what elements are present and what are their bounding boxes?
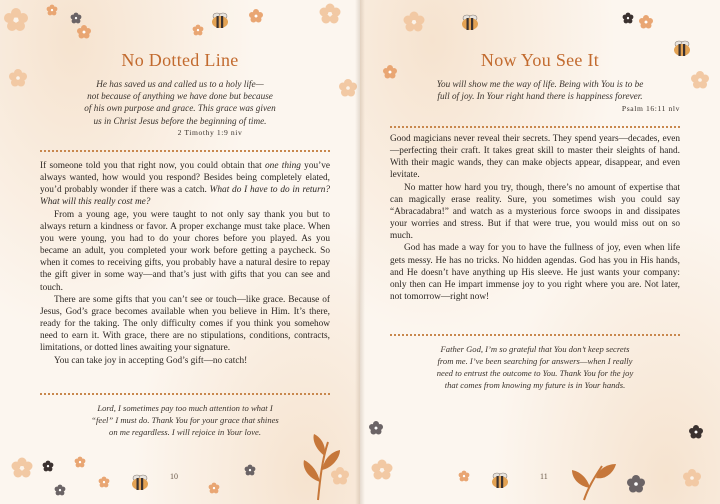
leaf-sprig-icon [304, 434, 340, 500]
emphasis-text: What do I have to do in return? What will this really cost me? [40, 185, 330, 208]
prayer-line: on me regardless. I will rejoice in Your love. [109, 427, 261, 437]
devotional-body [390, 133, 680, 303]
flower-icon [383, 65, 397, 79]
verse-line: You will show me the way of life. Being with You is to be [436, 79, 644, 89]
flower-icon [249, 9, 263, 23]
dotted-divider [390, 126, 680, 128]
body-paragraph [40, 160, 330, 209]
body-paragraph: Good magicians never reveal their secrets. They spend years—decades, even—perfecting their craft. It takes great skill to master their sleights of hand. With their magic wands, they can make objects appear, disappear, and even levitate. [390, 134, 680, 181]
leaf-sprig-icon [572, 464, 616, 500]
flower-icon [75, 457, 86, 468]
bee-icon [462, 15, 478, 30]
flower-icon [320, 4, 341, 24]
flower-icon [193, 25, 204, 36]
flower-icon [47, 5, 58, 16]
flower-icon [627, 475, 645, 493]
body-text: If someone told you that right now, you could obtain that [40, 161, 266, 171]
bee-icon [492, 473, 508, 488]
flower-icon [55, 485, 66, 496]
verse-line: not because of anything we have done but because [87, 91, 273, 102]
verse-reference: Psalm 16:11 nlv [621, 104, 680, 113]
flower-icon [9, 69, 27, 87]
scripture-verse [380, 78, 700, 102]
flower-icon [209, 483, 220, 494]
dotted-divider [40, 393, 330, 395]
flower-icon [683, 469, 701, 487]
verse-line: us in Christ Jesus before the beginning of time. [93, 115, 267, 126]
verse-reference: 2 Timothy 1:9 niv [177, 128, 243, 137]
page-number: 11 [540, 472, 548, 481]
right-page [360, 0, 720, 504]
page-number: 10 [170, 472, 178, 481]
prayer-line: Father God, I’m so grateful that You don’t keep secrets [440, 344, 630, 354]
body-paragraph: There are some gifts that you can’t see or touch—like grace. Because of Jesus, God’s grace becomes available when you believe in Him. It’s there, ready for the taking. The only difficulty comes if you think you somehow need to earn it. With grace, there are no stipulations, conditions, contracts, limitations, or dotted lines awaiting your signature. [40, 294, 330, 354]
book-gutter [355, 0, 365, 504]
body-text: you’ve always wanted, how would you respond? Besides being completely elated, you’d probably wonder if there was a catch. [40, 161, 330, 196]
flower-icon [623, 13, 634, 24]
flower-icon [639, 15, 653, 29]
body-paragraph: No matter how hard you try, though, there’s no amount of expertise that can magically erase reality. Sure, you sometimes wish you could say “Abracadabra!” and watch as a mysterious force swoops in and dissipates your worries and stress. But if that were true, you would miss out on so much. [390, 182, 680, 242]
verse-line: He has saved us and called us to a holy life— [96, 79, 264, 89]
verse-line: of his own purpose and grace. This grace was given [84, 103, 276, 114]
flower-icon [331, 467, 349, 485]
flower-icon [372, 460, 393, 480]
flower-icon [99, 477, 110, 488]
flower-icon [43, 461, 54, 472]
bee-icon [674, 41, 690, 56]
prayer-line: Lord, I sometimes pay too much attention to what I [97, 403, 273, 413]
page-title: Now You See It [480, 50, 600, 70]
dotted-divider [40, 150, 330, 152]
prayer-line: from me. I’ve been searching for answers—when I really [437, 356, 633, 366]
bee-icon [132, 475, 148, 490]
dotted-divider [390, 334, 680, 336]
prayer-line: need to entrust the outcome to You. Thank You for the joy [436, 368, 634, 378]
prayer [390, 343, 680, 391]
flower-icon [4, 8, 28, 31]
bee-icon [212, 13, 228, 28]
devotional-body [40, 160, 330, 367]
body-paragraph: From a young age, you were taught to not only say thank you but to always return a kindness or favor. A proper exchange must take place. When you were young, you had to do your chores before you played. As you became an adult, you completed your work before getting a paycheck. So when it comes to receiving gifts, you probably have a natural desire to repay the gift giver in some way—and that’s just with gifts that you can see and touch. [40, 209, 330, 293]
body-paragraph: You can take joy in accepting God’s gift—no catch! [54, 355, 248, 366]
body-paragraph: God has made a way for you to have the fullness of joy, even when life gets messy. He has no tricks. No hidden agendas. God has you in His hands, and He doesn’t have anything up His sleeve. He just wants your company: only then can He impart immense joy to you right where you are. Not later, not tomorrow—right now! [390, 243, 680, 303]
flower-icon [404, 12, 425, 32]
emphasis-text: one thing [265, 161, 301, 171]
flower-icon [245, 465, 256, 476]
prayer [40, 402, 330, 438]
prayer-line: that comes from knowing my future is in Your hands. [444, 380, 626, 390]
flower-icon [12, 458, 33, 478]
flower-icon [689, 425, 703, 439]
flower-icon [71, 13, 82, 24]
flower-icon [459, 471, 470, 482]
prayer-line: “feel” I must do. Thank You for your grace that shines [91, 415, 279, 425]
flower-icon [77, 25, 91, 39]
page-title: No Dotted Line [121, 50, 239, 70]
scripture-verse [30, 78, 330, 127]
verse-line: full of joy. In Your right hand there is happiness forever. [437, 91, 643, 102]
flower-icon [369, 421, 383, 435]
